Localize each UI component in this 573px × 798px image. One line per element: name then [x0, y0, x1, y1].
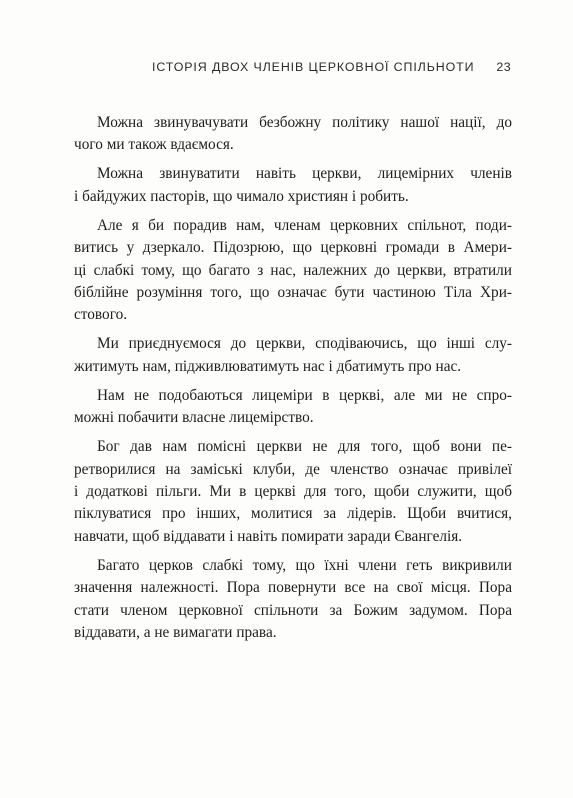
paragraph: [74, 215, 512, 327]
text-line: витись у дзеркало. Підозрюю, що церковні громади в Амери-: [74, 239, 512, 257]
text-line: стового.: [74, 306, 128, 324]
paragraph: [74, 112, 512, 157]
text-line: віддавати, а не вимагати права.: [74, 624, 277, 642]
text-line: піклуватися про інших, молитися за лідерів. Щоби вчитися,: [74, 505, 512, 523]
text-line: Багато церков слабкі тому, що їхні члени геть викривили: [97, 556, 512, 574]
text-line: і байдужих пасторів, що чимало християн і робить.: [74, 187, 409, 205]
text-line: Можна звинувачувати безбожну політику нашої нації, до: [97, 114, 512, 131]
paragraph: [74, 333, 512, 378]
text-line: Але я би порадив нам, членам церковних спільнот, поди-: [97, 216, 512, 234]
text-line: навчати, щоб віддавати і навіть помирати заради Євангелія.: [74, 527, 463, 545]
text-line: ці слабкі тому, що багато з нас, належних до церкви, втратили: [74, 261, 512, 279]
running-title: ІСТОРІЯ ДВОХ ЧЛЕНІВ ЦЕРКОВНОЇ СПІЛЬНОТИ: [152, 60, 475, 74]
text-line: значення належності. Пора повернути все на свої місця. Пора: [74, 579, 512, 597]
text-line: ретворилися на заміські клуби, де членство означає привілеї: [74, 460, 512, 478]
paragraph: [74, 163, 512, 208]
paragraph: [74, 436, 512, 548]
text-line: Ми приєднуємося до церкви, сподіваючись, що інші слу-: [97, 335, 512, 353]
running-header: [60, 60, 511, 74]
text-line: можні побачити власне лицемірство.: [74, 409, 314, 427]
text-line: біблійне розуміння того, що означає бути частиною Тіла Хри-: [74, 284, 512, 302]
text-line: Можна звинуватити навіть церкви, лицемірних членів: [97, 165, 512, 183]
page-number: 23: [496, 60, 511, 74]
body-text: [74, 112, 512, 651]
text-line: Бог дав нам помісні церкви не для того, щоб вони пе-: [97, 438, 512, 456]
text-line: житимуть нам, підживлюватимуть нас і дбатимуть про нас.: [74, 357, 462, 375]
text-line: стати членом церковної спільноти за Божим задумом. Пора: [74, 601, 512, 619]
paragraph: [74, 385, 512, 430]
text-line: і додаткові пільги. Ми в церкві для того, щоби служити, щоб: [74, 483, 512, 501]
paragraph: [74, 555, 512, 645]
text-line: чого ми також вдаємося.: [74, 136, 234, 154]
text-line: Нам не подобаються лицеміри в церкві, але ми не спро-: [97, 386, 512, 404]
